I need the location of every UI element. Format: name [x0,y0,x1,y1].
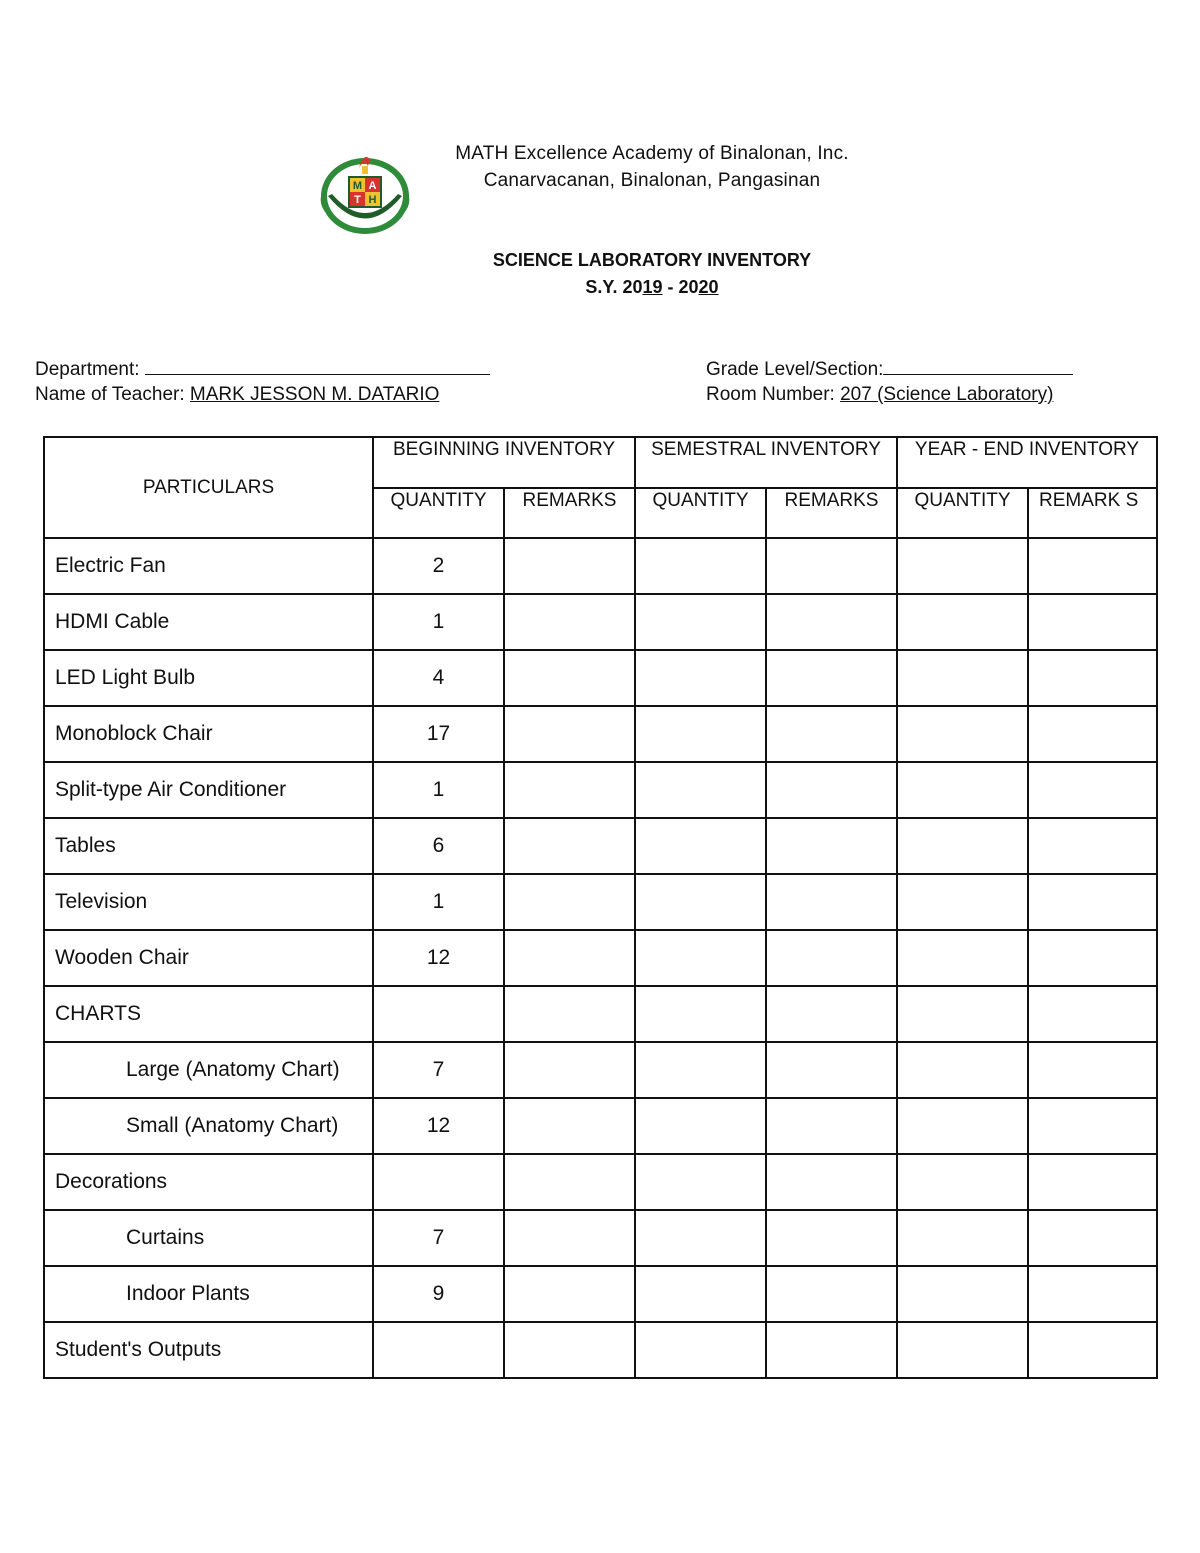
particular-name: HDMI Cable [44,594,373,650]
table-row [44,538,1157,594]
grade-blank[interactable] [883,357,1073,375]
particular-name: Curtains [44,1210,373,1266]
semestral-remarks-cell[interactable] [766,1098,897,1154]
year-end-remarks-cell[interactable] [1028,874,1157,930]
logo-letter-a: A [368,180,377,192]
year-end-remarks-cell[interactable] [1028,986,1157,1042]
semestral-quantity-cell[interactable] [635,818,766,874]
school-year [402,277,902,298]
year-end-remarks-cell[interactable] [1028,762,1157,818]
semestral-remarks-cell[interactable] [766,1322,897,1378]
beginning-remarks-cell[interactable] [504,986,635,1042]
table-row [44,1042,1157,1098]
year-end-remarks-cell[interactable] [1028,1210,1157,1266]
semestral-remarks-cell[interactable] [766,538,897,594]
beginning-quantity-cell: 1 [373,874,504,930]
table-row [44,594,1157,650]
beginning-remarks-cell[interactable] [504,538,635,594]
semestral-remarks-cell[interactable] [766,1154,897,1210]
semestral-quantity-cell[interactable] [635,706,766,762]
year-end-remarks-cell[interactable] [1028,818,1157,874]
beginning-quantity-cell: 17 [373,706,504,762]
particular-name: Student's Outputs [44,1322,373,1378]
inventory-table [43,436,1158,1379]
year-end-remarks-header: REMARK S [1028,488,1157,538]
year-end-quantity-cell[interactable] [897,1042,1028,1098]
table-row [44,1210,1157,1266]
particular-name: Decorations [44,1154,373,1210]
beginning-remarks-cell[interactable] [504,650,635,706]
semestral-quantity-cell[interactable] [635,874,766,930]
grade-label: Grade Level/Section: [706,359,884,380]
room-label: Room Number: [706,384,835,405]
year-end-remarks-cell[interactable] [1028,930,1157,986]
department-label: Department: [35,359,140,380]
particular-name: Large (Anatomy Chart) [44,1042,373,1098]
semestral-remarks-cell[interactable] [766,986,897,1042]
year-end-remarks-cell[interactable] [1028,1266,1157,1322]
semestral-remarks-cell[interactable] [766,930,897,986]
room-value: 207 (Science Laboratory) [840,384,1054,405]
beginning-quantity-cell: 12 [373,930,504,986]
particulars-header: PARTICULARS [44,437,373,538]
sy-end: 20 [698,277,719,297]
table-row [44,706,1157,762]
grade-field [706,357,1073,381]
school-address: Canarvacanan, Binalonan, Pangasinan [483,170,821,191]
school-name: MATH Excellence Academy of Binalonan, Inc. [455,143,849,164]
table-row [44,1154,1157,1210]
semestral-remarks-cell[interactable] [766,706,897,762]
semestral-quantity-cell[interactable] [635,650,766,706]
year-end-quantity-cell[interactable] [897,874,1028,930]
year-end-quantity-cell[interactable] [897,538,1028,594]
year-end-quantity-cell[interactable] [897,1154,1028,1210]
year-end-remarks-cell[interactable] [1028,1042,1157,1098]
table-row [44,1266,1157,1322]
particular-name: Wooden Chair [44,930,373,986]
particular-name: Split-type Air Conditioner [44,762,373,818]
year-end-remarks-cell[interactable] [1028,1154,1157,1210]
semestral-remarks-cell[interactable] [766,762,897,818]
semestral-quantity-cell[interactable] [635,1210,766,1266]
semestral-remarks-cell[interactable] [766,1210,897,1266]
beginning-remarks-cell[interactable] [504,930,635,986]
year-end-remarks-cell[interactable] [1028,538,1157,594]
semestral-quantity-cell[interactable] [635,1042,766,1098]
semestral-quantity-cell[interactable] [635,1266,766,1322]
year-end-quantity-cell[interactable] [897,762,1028,818]
table-row [44,818,1157,874]
year-end-quantity-cell[interactable] [897,1322,1028,1378]
particular-name: Indoor Plants [44,1266,373,1322]
year-end-remarks-cell[interactable] [1028,650,1157,706]
beginning-remarks-cell[interactable] [504,762,635,818]
semestral-remarks-cell[interactable] [766,594,897,650]
sy-prefix: S.Y. 20 [585,277,643,297]
semestral-quantity-cell[interactable] [635,930,766,986]
semestral-remarks-cell[interactable] [766,1042,897,1098]
table-row [44,650,1157,706]
year-end-inventory-header: YEAR - END INVENTORY [897,437,1157,488]
year-end-quantity-cell[interactable] [897,1210,1028,1266]
particular-name: Small (Anatomy Chart) [44,1098,373,1154]
semestral-quantity-cell[interactable] [635,1098,766,1154]
beginning-remarks-cell[interactable] [504,1098,635,1154]
beginning-remarks-cell[interactable] [504,1266,635,1322]
teacher-field [35,384,439,406]
beginning-quantity-cell: 7 [373,1210,504,1266]
beginning-quantity-cell [373,1322,504,1378]
semestral-quantity-header: QUANTITY [635,488,766,538]
teacher-label: Name of Teacher: [35,384,185,405]
beginning-quantity-cell [373,986,504,1042]
beginning-quantity-cell: 9 [373,1266,504,1322]
year-end-quantity-cell[interactable] [897,930,1028,986]
year-end-quantity-cell[interactable] [897,650,1028,706]
year-end-quantity-cell[interactable] [897,706,1028,762]
logo-letter-h: H [368,194,377,206]
semestral-remarks-cell[interactable] [766,818,897,874]
sy-separator: - 20 [662,277,699,297]
year-end-remarks-cell[interactable] [1028,1098,1157,1154]
beginning-quantity-cell: 7 [373,1042,504,1098]
beginning-remarks-cell[interactable] [504,1210,635,1266]
room-field [706,384,1053,406]
year-end-quantity-cell[interactable] [897,1266,1028,1322]
particular-name: Electric Fan [44,538,373,594]
beginning-quantity-cell: 2 [373,538,504,594]
semestral-remarks-cell[interactable] [766,874,897,930]
table-row [44,762,1157,818]
semestral-quantity-cell[interactable] [635,986,766,1042]
beginning-quantity-header: QUANTITY [373,488,504,538]
beginning-quantity-cell: 1 [373,594,504,650]
beginning-remarks-cell[interactable] [504,818,635,874]
semestral-quantity-cell[interactable] [635,1154,766,1210]
sy-start: 19 [642,277,663,297]
year-end-quantity-cell[interactable] [897,818,1028,874]
beginning-quantity-cell [373,1154,504,1210]
school-logo [318,146,412,236]
year-end-remarks-cell[interactable] [1028,594,1157,650]
year-end-quantity-header: QUANTITY [897,488,1028,538]
particular-name: CHARTS [44,986,373,1042]
beginning-remarks-cell[interactable] [504,1154,635,1210]
year-end-quantity-cell[interactable] [897,1098,1028,1154]
beginning-remarks-cell[interactable] [504,1042,635,1098]
year-end-remarks-cell[interactable] [1028,706,1157,762]
semestral-remarks-header: REMARKS [766,488,897,538]
year-end-quantity-cell[interactable] [897,986,1028,1042]
table-row [44,874,1157,930]
beginning-quantity-cell: 12 [373,1098,504,1154]
semestral-remarks-cell[interactable] [766,650,897,706]
beginning-remarks-cell[interactable] [504,594,635,650]
table-row [44,930,1157,986]
logo-letter-t: T [354,194,361,206]
beginning-remarks-cell[interactable] [504,1322,635,1378]
semestral-remarks-cell[interactable] [766,1266,897,1322]
semestral-inventory-header: SEMESTRAL INVENTORY [635,437,897,488]
logo-letter-m: M [352,180,363,192]
table-row [44,1322,1157,1378]
beginning-quantity-cell: 6 [373,818,504,874]
table-row [44,1098,1157,1154]
department-field [35,357,490,381]
semestral-quantity-cell[interactable] [635,762,766,818]
particular-name: Television [44,874,373,930]
year-end-remarks-cell[interactable] [1028,1322,1157,1378]
semestral-quantity-cell[interactable] [635,538,766,594]
year-end-quantity-cell[interactable] [897,594,1028,650]
beginning-inventory-header: BEGINNING INVENTORY [373,437,635,488]
semestral-quantity-cell[interactable] [635,1322,766,1378]
beginning-remarks-cell[interactable] [504,874,635,930]
department-blank[interactable] [145,357,490,375]
beginning-quantity-cell: 4 [373,650,504,706]
particular-name: Tables [44,818,373,874]
beginning-quantity-cell: 1 [373,762,504,818]
beginning-remarks-header: REMARKS [504,488,635,538]
beginning-remarks-cell[interactable] [504,706,635,762]
table-row [44,986,1157,1042]
teacher-value: MARK JESSON M. DATARIO [189,384,440,405]
semestral-quantity-cell[interactable] [635,594,766,650]
document-title: SCIENCE LABORATORY INVENTORY [492,250,812,270]
particular-name: LED Light Bulb [44,650,373,706]
particular-name: Monoblock Chair [44,706,373,762]
